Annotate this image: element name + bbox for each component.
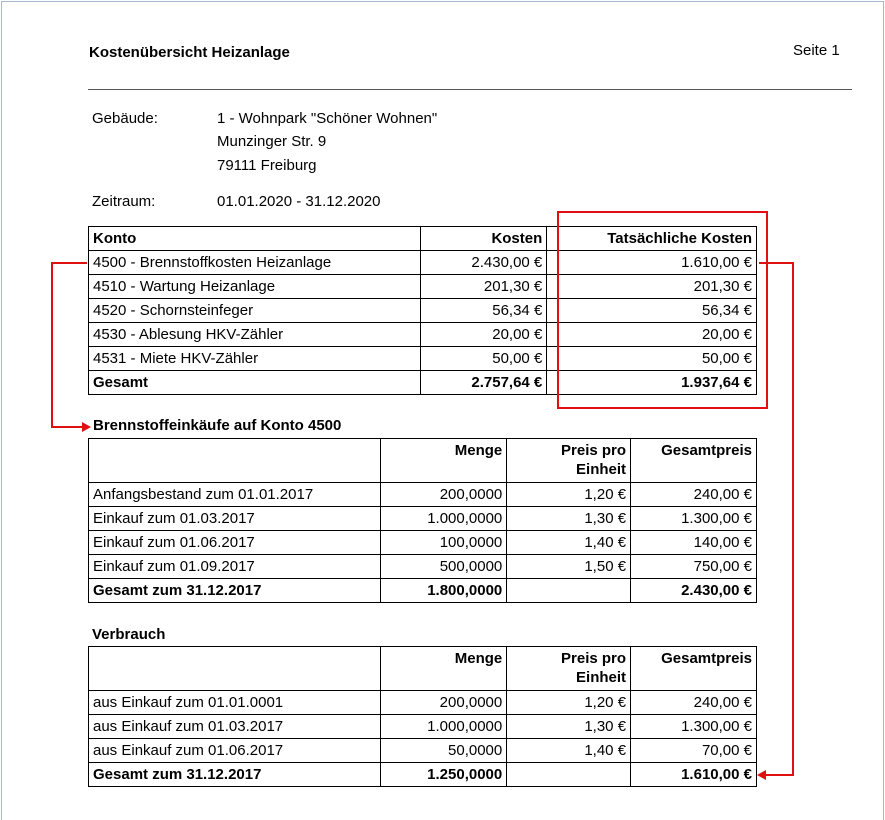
actual-cost-cell: 1.610,00 € <box>547 251 757 275</box>
column-header: Preis pro Einheit <box>507 647 631 691</box>
period-value: 01.01.2020 - 31.12.2020 <box>217 193 381 210</box>
right-connector-line <box>759 263 793 775</box>
unit-price-cell: 1,30 € <box>507 715 631 739</box>
column-header: Konto <box>89 227 421 251</box>
quantity-cell: 200,0000 <box>381 691 507 715</box>
total-cost: 2.757,64 € <box>421 371 547 395</box>
total-label: Gesamt <box>89 371 421 395</box>
actual-cost-cell: 50,00 € <box>547 347 757 371</box>
consumption-title: Verbrauch <box>92 626 166 643</box>
period-label: Zeitraum: <box>92 193 156 210</box>
cost-cell: 201,30 € <box>421 275 547 299</box>
unit-price-cell: 1,40 € <box>507 739 631 763</box>
actual-cost-cell: 20,00 € <box>547 323 757 347</box>
unit-price-cell: 1,40 € <box>507 531 631 555</box>
column-header: Gesamtpreis <box>631 647 757 691</box>
quantity-cell: 500,0000 <box>381 555 507 579</box>
total-actual-cost: 1.937,64 € <box>547 371 757 395</box>
quantity-cell: 1.000,0000 <box>381 715 507 739</box>
actual-cost-cell: 201,30 € <box>547 275 757 299</box>
account-cell: 4530 - Ablesung HKV-Zähler <box>89 323 421 347</box>
description-cell: aus Einkauf zum 01.01.0001 <box>89 691 381 715</box>
total-label: Gesamt zum 31.12.2017 <box>89 763 381 787</box>
account-cell: 4510 - Wartung Heizanlage <box>89 275 421 299</box>
total-price-cell: 1.300,00 € <box>631 507 757 531</box>
quantity-cell: 50,0000 <box>381 739 507 763</box>
total-price-cell: 70,00 € <box>631 739 757 763</box>
total-price: 1.610,00 € <box>631 763 757 787</box>
unit-price-cell: 1,50 € <box>507 555 631 579</box>
purchases-title: Brennstoffeinkäufe auf Konto 4500 <box>93 417 342 434</box>
right-arrowhead-icon <box>757 770 766 780</box>
total-price-cell: 240,00 € <box>631 483 757 507</box>
column-header: Kosten <box>421 227 547 251</box>
account-cell: 4520 - Schornsteinfeger <box>89 299 421 323</box>
unit-price-cell: 1,30 € <box>507 507 631 531</box>
page-title: Kostenübersicht Heizanlage <box>89 44 290 61</box>
total-price-cell: 1.300,00 € <box>631 715 757 739</box>
cost-cell: 56,34 € <box>421 299 547 323</box>
column-header: Preis pro Einheit <box>507 439 631 483</box>
description-cell: Einkauf zum 01.09.2017 <box>89 555 381 579</box>
unit-price-cell: 1,20 € <box>507 483 631 507</box>
account-cell: 4531 - Miete HKV-Zähler <box>89 347 421 371</box>
total-price-cell: 240,00 € <box>631 691 757 715</box>
page-number: Seite 1 <box>793 42 840 59</box>
description-cell: Einkauf zum 01.03.2017 <box>89 507 381 531</box>
building-line-1: 1 - Wohnpark "Schöner Wohnen" <box>217 110 438 127</box>
total-quantity: 1.800,0000 <box>381 579 507 603</box>
cost-cell: 20,00 € <box>421 323 547 347</box>
column-header: Menge <box>381 647 507 691</box>
account-cell: 4500 - Brennstoffkosten Heizanlage <box>89 251 421 275</box>
description-cell: Einkauf zum 01.06.2017 <box>89 531 381 555</box>
building-line-3: 79111 Freiburg <box>217 157 317 174</box>
building-label: Gebäude: <box>92 110 158 127</box>
description-cell: aus Einkauf zum 01.06.2017 <box>89 739 381 763</box>
unit-price-cell: 1,20 € <box>507 691 631 715</box>
cost-cell: 50,00 € <box>421 347 547 371</box>
quantity-cell: 200,0000 <box>381 483 507 507</box>
total-price-cell: 140,00 € <box>631 531 757 555</box>
total-quantity: 1.250,0000 <box>381 763 507 787</box>
total-label: Gesamt zum 31.12.2017 <box>89 579 381 603</box>
column-header: Gesamtpreis <box>631 439 757 483</box>
total-price: 2.430,00 € <box>631 579 757 603</box>
description-cell: aus Einkauf zum 01.03.2017 <box>89 715 381 739</box>
quantity-cell: 100,0000 <box>381 531 507 555</box>
cost-cell: 2.430,00 € <box>421 251 547 275</box>
total-price-cell: 750,00 € <box>631 555 757 579</box>
left-connector-line <box>52 263 87 427</box>
actual-cost-cell: 56,34 € <box>547 299 757 323</box>
quantity-cell: 1.000,0000 <box>381 507 507 531</box>
column-header: Menge <box>381 439 507 483</box>
building-line-2: Munzinger Str. 9 <box>217 133 327 150</box>
column-header: Tatsächliche Kosten <box>547 227 757 251</box>
left-arrowhead-icon <box>82 422 91 432</box>
description-cell: Anfangsbestand zum 01.01.2017 <box>89 483 381 507</box>
